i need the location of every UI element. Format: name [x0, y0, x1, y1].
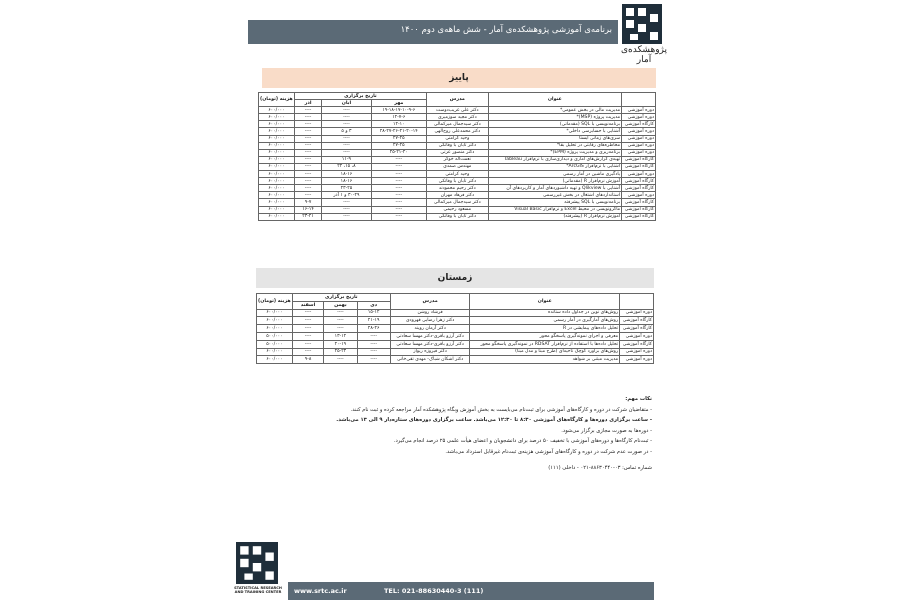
cell-bahman: ----	[324, 325, 357, 333]
cell-teacher: دکتر مجید سوزمیری	[427, 114, 489, 121]
col-azar: آذر	[294, 100, 322, 107]
cell-title: آشنایی با Qlikview و تهیه داشبوردهای آمار و کاربردهای آن	[488, 185, 621, 192]
cell-azar: ۹-۷	[294, 199, 322, 206]
table-row	[259, 149, 656, 156]
table-row	[257, 356, 654, 364]
cell-esfand: ----	[292, 309, 323, 317]
cell-aban: ۱۸-۱۶	[322, 178, 371, 185]
cell-type: دوره آموزشی	[622, 128, 656, 135]
cell-mehr: ۱۹-۱۸-۱۷-۱۰-۹-۶	[371, 107, 426, 114]
cell-teacher: دکتر اشکان شباک- مهدی تقی‌خانی	[390, 356, 470, 364]
cell-mehr: ۲۵-۲۱-۲۰	[371, 149, 426, 156]
cell-esfand: ۹-۸	[292, 356, 323, 364]
cell-type: دوره آموزشی	[622, 114, 656, 121]
cell-title: برنامه‌ریزی و مدیریت پروژه (EPM)*	[488, 149, 621, 156]
cell-aban: ----	[322, 213, 371, 220]
cell-azar: ----	[294, 142, 322, 149]
cell-azar: ----	[294, 128, 322, 135]
cell-fee: ۶۰۰/۰۰۰	[259, 114, 295, 121]
cell-type: کارگاه آموزشی	[622, 206, 656, 213]
cell-type: دوره آموزشی	[620, 309, 654, 317]
logo-english-text: STATISTICAL RESEARCH AND TRAINING CENTER	[234, 586, 282, 595]
cell-esfand: ----	[292, 348, 323, 356]
cell-bahman: ----	[324, 317, 357, 325]
cell-title: آشنایی با نرم‌افزار ArcGIS*	[488, 163, 621, 170]
cell-type: کارگاه آموزشی	[620, 325, 654, 333]
cell-type: دوره آموزشی	[622, 171, 656, 178]
cell-title: استانداردهای اشتغال در بخش غیررسمی	[488, 192, 621, 199]
cell-teacher: مهندس صمدی	[427, 163, 489, 170]
cell-fee: ۶۰۰/۰۰۰	[259, 142, 295, 149]
cell-type: کارگاه آموزشی	[622, 156, 656, 163]
col-aban: آبان	[322, 100, 371, 107]
table-row	[259, 163, 656, 170]
cell-fee: ۶۰۰/۰۰۰	[259, 107, 295, 114]
cell-type: دوره آموزشی	[622, 149, 656, 156]
cell-mehr: ----	[371, 178, 426, 185]
cell-type: کارگاه آموزشی	[622, 121, 656, 128]
note-item: - در صورت عدم شرکت در دوره و کارگاه‌های آموزشی هزینه‌ی ثبت‌نام غیرقابل استرداد می‌باشد.	[445, 448, 652, 455]
winter-banner: زمستان	[256, 268, 654, 288]
table-row	[259, 178, 656, 185]
cell-mehr: ----	[371, 163, 426, 170]
cell-type: دوره آموزشی	[620, 356, 654, 364]
table-row	[259, 135, 656, 142]
cell-aban: ۱۱-۹	[322, 156, 371, 163]
table-row	[259, 192, 656, 199]
cell-fee: ۶۰۰/۰۰۰	[259, 156, 295, 163]
col-title: عنوان	[488, 93, 621, 107]
cell-fee: ۶۰۰/۰۰۰	[259, 135, 295, 142]
note-item: - دوره‌ها به صورت مجازی برگزار می‌شود.	[561, 427, 652, 434]
cell-dey: ۲۸-۲۶	[357, 325, 390, 333]
cell-teacher: دکتر تابان با وفاتکی	[427, 142, 489, 149]
cell-aban: ۲۳-۲۵	[322, 185, 371, 192]
cell-aban: ۱۸-۱۶	[322, 171, 371, 178]
cell-mehr: ۱۲-۱۰	[371, 121, 426, 128]
cell-teacher: دکتر سیدجمال میرکمالی	[427, 121, 489, 128]
logo-caption: پژوهشکده‌ی آمار	[620, 45, 668, 65]
cell-fee: ۶۰۰/۰۰۰	[257, 325, 293, 333]
cell-type: کارگاه آموزشی	[622, 199, 656, 206]
cell-fee: ۶۰۰/۰۰۰	[257, 356, 293, 364]
col-teacher: مدرس	[427, 93, 489, 107]
cell-title: روش‌های آمارگیری در آمار رسمی	[470, 317, 620, 325]
cell-fee: ۶۰۰/۰۰۰	[259, 121, 295, 128]
cell-mehr: ۲۸-۲۷-۲۶-۲۱-۲۰-۱۴	[371, 128, 426, 135]
cell-fee: ۶۰۰/۰۰۰	[259, 185, 295, 192]
cell-teacher: دکتر تابان با وفاتکی	[427, 213, 489, 220]
cell-aban: ----	[322, 199, 371, 206]
cell-type: دوره آموزشی	[622, 192, 656, 199]
contact-line: شماره تماس: ۰۳-۸۸۶۳۰۴۴۰-۰۲۱ - داخلی (۱۱۱)	[548, 465, 652, 471]
table-row	[259, 128, 656, 135]
col-title: عنوان	[470, 294, 620, 310]
cell-type: کارگاه آموزشی	[622, 178, 656, 185]
cell-title: تحلیل داده‌های پیمایشی در R	[470, 325, 620, 333]
col-teacher: مدرس	[390, 294, 470, 310]
cell-type: کارگاه آموزشی	[622, 213, 656, 220]
cell-fee: ۶۰۰/۰۰۰	[257, 317, 293, 325]
col-mehr: مهر	[371, 100, 426, 107]
cell-title: مدیریت پروژه (MSP)*	[488, 114, 621, 121]
cell-azar: ----	[294, 178, 322, 185]
cell-type: دوره آموزشی	[620, 348, 654, 356]
cell-mehr: ----	[371, 185, 426, 192]
srtc-logo-mark-icon	[622, 4, 662, 44]
cell-esfand: ----	[292, 332, 323, 340]
cell-mehr: ۱۲-۷-۶	[371, 114, 426, 121]
cell-aban: ----	[322, 206, 371, 213]
cell-type: کارگاه آموزشی	[620, 340, 654, 348]
cell-title: مدیریت مبتنی بر شواهد	[470, 356, 620, 364]
cell-fee: ۶۰۰/۰۰۰	[259, 128, 295, 135]
cell-aban: ۳ و ۵	[322, 128, 371, 135]
cell-title: روش‌های نوین در جداول داده ستانده	[470, 309, 620, 317]
cell-title: مدیریت مالی در بخش عمومی*	[488, 107, 621, 114]
cell-fee: ۶۰۰/۰۰۰	[259, 171, 295, 178]
cell-aban: ----	[322, 121, 371, 128]
footer-bar	[288, 582, 654, 600]
cell-aban: ----	[322, 142, 371, 149]
cell-fee: ۵۰۰/۰۰۰	[257, 340, 293, 348]
cell-fee: ۶۰۰/۰۰۰	[257, 348, 293, 356]
col-type	[622, 93, 656, 107]
table-row	[257, 317, 654, 325]
col-fee: هزینه (تومان)	[257, 294, 293, 310]
cell-mehr: ----	[371, 171, 426, 178]
cell-title: تحلیل داده‌ها با استفاده از نرم‌افزار RDSAT در نمونه‌گیری پاسخگو محور	[470, 340, 620, 348]
cell-mehr: ----	[371, 199, 426, 206]
cell-azar: ----	[294, 149, 322, 156]
cell-teacher: مسعود رحیمی	[427, 206, 489, 213]
cell-mehr: ۲۷-۲۵	[371, 142, 426, 149]
cell-azar: ----	[294, 121, 322, 128]
cell-dey: ----	[357, 340, 390, 348]
table-row	[257, 332, 654, 340]
cell-teacher: دکتر علی غریب‌دوست	[427, 107, 489, 114]
cell-fee: ۶۰۰/۰۰۰	[259, 199, 295, 206]
cell-azar: ----	[294, 185, 322, 192]
cell-teacher: فرشاد روشن	[390, 309, 470, 317]
note-item: - متقاضیان شرکت در دوره و کارگاه‌های آموزشی برای ثبت‌نام می‌بایست به بخش آموزش وبگاه پژوهشکده آمار مراجعه کرده و ثبت نام کنند.	[350, 406, 652, 413]
cell-title: آموزش نرم‌افزار R (پیشرفته)	[488, 213, 621, 220]
table-row	[257, 348, 654, 356]
cell-teacher: دکتر تابان با وفاتکی	[427, 178, 489, 185]
notes-title: نکات مهم:	[625, 396, 652, 402]
cell-fee: ۶۰۰/۰۰۰	[259, 163, 295, 170]
cell-esfand: ----	[292, 317, 323, 325]
cell-teacher: نعمت‌اله خوگر	[427, 156, 489, 163]
cell-mehr: ----	[371, 156, 426, 163]
cell-dey: ----	[357, 356, 390, 364]
header-bar	[248, 20, 618, 44]
cell-fee: ۶۰۰/۰۰۰	[259, 192, 295, 199]
cell-title: تهیه‌ی گزارش‌های آماری و دیداری‌سازی با نرم‌افزار Tableau	[488, 156, 621, 163]
table-row	[257, 340, 654, 348]
cell-title: برنامه‌نویسی با SQL پیشرفته	[488, 199, 621, 206]
page-title: برنامه‌ی آموزشی پژوهشکده‌ی آمار - شش ماهه‌ی دوم ۱۴۰۰	[400, 25, 612, 35]
cell-aban: ----	[322, 149, 371, 156]
col-dey: دی	[357, 301, 390, 309]
fall-banner: پاییز	[262, 68, 656, 88]
table-row	[259, 114, 656, 121]
cell-fee: ۶۰۰/۰۰۰	[259, 149, 295, 156]
cell-title: ماکرونویسی در محیط Excel و نرم‌افزار Visual Basic	[488, 206, 621, 213]
cell-title: آشنایی با حسابرسی داخلی*	[488, 128, 621, 135]
table-row	[257, 309, 654, 317]
cell-bahman: ۲۵-۲۳	[324, 348, 357, 356]
cell-aban: ----	[322, 135, 371, 142]
cell-azar: ----	[294, 156, 322, 163]
table-row	[259, 206, 656, 213]
srtc-logo-bottom	[232, 542, 284, 608]
cell-dey: ۱۵-۱۲	[357, 309, 390, 317]
cell-aban: ----	[322, 107, 371, 114]
cell-fee: ۶۰۰/۰۰۰	[259, 178, 295, 185]
cell-teacher: دکتر منصور عزتی	[427, 149, 489, 156]
table-row	[259, 171, 656, 178]
cell-type: کارگاه آموزشی	[622, 163, 656, 170]
cell-title: آموزش نرم‌افزار R (مقدماتی)	[488, 178, 621, 185]
col-dates: تاریخ برگزاری	[294, 93, 426, 100]
cell-teacher: وحید کرامتی	[427, 135, 489, 142]
cell-teacher: دکتر فرهاد مهران	[427, 192, 489, 199]
cell-type: کارگاه آموزشی	[620, 317, 654, 325]
table-row	[259, 142, 656, 149]
cell-azar: ----	[294, 192, 322, 199]
cell-teacher: دکتر فیروزه ریواز	[390, 348, 470, 356]
cell-title: برنامه‌نویسی با SQL (مقدماتی)	[488, 121, 621, 128]
phone-number: TEL: 021-88630440-3 (111)	[384, 587, 484, 595]
fall-schedule-table	[258, 92, 656, 221]
table-row	[259, 213, 656, 220]
notes-section	[262, 394, 652, 474]
cell-esfand: ----	[292, 325, 323, 333]
cell-azar: ----	[294, 171, 322, 178]
table-row	[259, 185, 656, 192]
col-fee: هزینه (تومان)	[259, 93, 295, 107]
cell-fee: ۶۰۰/۰۰۰	[259, 206, 295, 213]
cell-azar: ۱۶-۱۴	[294, 206, 322, 213]
cell-esfand: ----	[292, 340, 323, 348]
cell-type: دوره آموزشی	[622, 142, 656, 149]
cell-teacher: دکتر سیدجمال میرکمالی	[427, 199, 489, 206]
cell-mehr: ۲۷-۲۵	[371, 135, 426, 142]
cell-azar: ----	[294, 107, 322, 114]
col-bahman: بهمن	[324, 301, 357, 309]
table-row	[259, 156, 656, 163]
winter-schedule-table	[256, 293, 654, 364]
cell-fee: ۶۰۰/۰۰۰	[259, 213, 295, 220]
note-item: - ثبت‌نام کارگاه‌ها و دوره‌های آموزشی با تخفیف ۵۰ درصد برای دانشجویان و اعضای هیأت علمی ۲۵ درصد انجام می‌گیرد.	[393, 438, 652, 444]
cell-title: یادگیری ماشین در آمار رسمی	[488, 171, 621, 178]
cell-bahman: ۱۳-۱۲	[324, 332, 357, 340]
table-row	[259, 199, 656, 206]
cell-dey: ----	[357, 332, 390, 340]
cell-azar: ۲۳-۲۱	[294, 213, 322, 220]
srtc-logo-mark-icon	[236, 542, 278, 584]
cell-aban: ----	[322, 114, 371, 121]
cell-fee: ۶۰۰/۰۰۰	[257, 309, 293, 317]
cell-mehr: ----	[371, 206, 426, 213]
cell-bahman: ----	[324, 309, 357, 317]
col-type	[620, 294, 654, 310]
cell-mehr: ----	[371, 213, 426, 220]
cell-bahman: ۲۰-۱۹	[324, 340, 357, 348]
table-row	[259, 121, 656, 128]
cell-fee: ۵۰۰/۰۰۰	[257, 332, 293, 340]
srtc-logo-top	[618, 4, 670, 65]
cell-teacher: دکتر آرمان رویند	[390, 325, 470, 333]
cell-dey: ۲۱-۱۹	[357, 317, 390, 325]
cell-type: دوره آموزشی	[622, 135, 656, 142]
col-esfand: اسفند	[292, 301, 323, 309]
cell-teacher: دکتر آرزو باقری-دکتر مهسا سعادتی	[390, 340, 470, 348]
cell-teacher: دکتر آرزو باقری-دکتر مهسا سعادتی	[390, 332, 470, 340]
cell-type: دوره آموزشی	[622, 107, 656, 114]
cell-mehr: ----	[371, 192, 426, 199]
cell-teacher: دکتر محمدعلی روح‌الهی	[427, 128, 489, 135]
cell-azar: ----	[294, 114, 322, 121]
table-row	[257, 325, 654, 333]
note-item: - ساعت برگزاری دوره‌ها و کارگاه‌های آموزشی ۸:۳۰ تا ۱۲:۳۰ می‌باشد. ساعت برگزاری دوره‌های ستاره‌دار ۹ الی ۱۳ می‌باشد.	[336, 417, 652, 423]
table-row	[259, 107, 656, 114]
cell-title: روش‌های برآورد کوچک ناحیه‌ای (طرح مبنا و مدل مبنا)	[470, 348, 620, 356]
cell-dey: ----	[357, 348, 390, 356]
cell-bahman: ----	[324, 356, 357, 364]
cell-type: دوره آموزشی	[620, 332, 654, 340]
cell-aban: ۸، ۱۵، ۲۲	[322, 163, 371, 170]
cell-aban: ۳۰-۲۹ و ۱ آذر	[322, 192, 371, 199]
cell-azar: ----	[294, 135, 322, 142]
cell-azar: ----	[294, 163, 322, 170]
cell-teacher: دکتر رحیم محمودند	[427, 185, 489, 192]
cell-teacher: وحید کرامتی	[427, 171, 489, 178]
cell-title: سری‌های زمانی ایستا	[488, 135, 621, 142]
cell-title: مخاطره‌های رقابتی در تحلیل بقا*	[488, 142, 621, 149]
cell-type: کارگاه آموزشی	[622, 185, 656, 192]
cell-teacher: دکتر زهرا رضایی قهرودی	[390, 317, 470, 325]
website-link[interactable]: www.srtc.ac.ir	[294, 587, 347, 595]
col-dates: تاریخ برگزاری	[292, 294, 390, 302]
cell-title: معرفی و اجرای نمونه‌گیری پاسخگو محور	[470, 332, 620, 340]
